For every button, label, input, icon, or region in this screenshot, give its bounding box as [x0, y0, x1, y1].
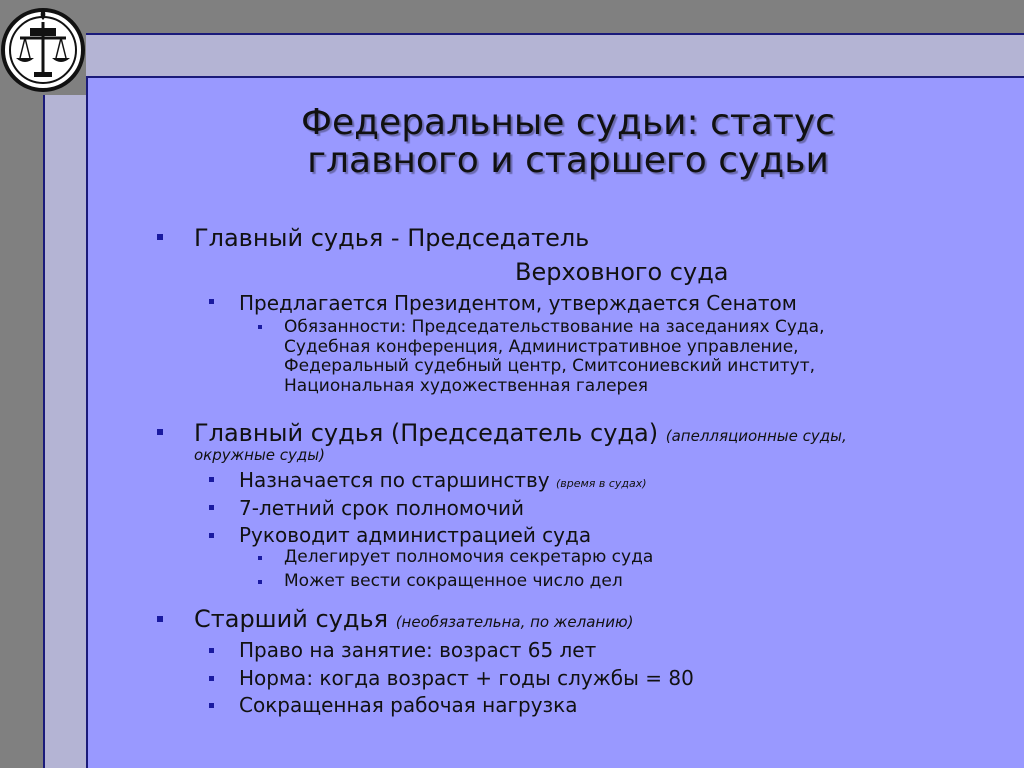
section2-item-3: Руководит администрацией суда — [239, 523, 592, 547]
section2-heading-note: (апелляционные суды, — [665, 427, 847, 445]
section1-detail — [284, 318, 824, 396]
section2-subitem-1: Делегирует полномочия секретарю суда — [284, 547, 654, 567]
slide-title — [188, 104, 948, 180]
section3-item-3: Сокращенная рабочая нагрузка — [239, 693, 578, 717]
section3-heading-note: (необязательна, по желанию) — [395, 613, 634, 631]
section2-item-1 — [239, 468, 647, 492]
bullet-square — [258, 580, 262, 584]
detail-line: Национальная художественная галерея — [284, 375, 649, 396]
bullet-square — [157, 429, 163, 435]
bullet-square — [209, 299, 214, 304]
bullet-square — [209, 505, 214, 510]
bullet-square — [258, 325, 262, 329]
bullet-square — [209, 533, 214, 538]
section3-heading — [194, 605, 633, 633]
section3-item-1: Право на занятие: возраст 65 лет — [239, 638, 597, 662]
section3-item-2: Норма: когда возраст + годы службы = 80 — [239, 666, 694, 690]
section2-heading-note2: окружные суды) — [194, 446, 325, 464]
detail-line: Обязанности: Председательствование на заседаниях Суда, — [284, 317, 825, 337]
section2-item-1-note: (время в судах) — [555, 477, 647, 490]
top-band — [86, 0, 1024, 33]
section1-heading-cont: Верховного суда — [515, 258, 729, 286]
bullet-square — [209, 703, 214, 708]
title-line-2: главного и старшего судьи — [307, 140, 829, 181]
bullet-square — [157, 234, 163, 240]
logo — [0, 0, 86, 95]
section2-subitem-2: Может вести сокращенное число дел — [284, 571, 623, 591]
section1-sub1: Предлагается Президентом, утверждается Сенатом — [239, 291, 797, 315]
section3-heading-text: Старший судья — [194, 605, 389, 633]
detail-line: Федеральный судебный центр, Смитсониевский институт, — [284, 356, 816, 376]
bullet-square — [209, 477, 214, 482]
section2-heading — [194, 419, 847, 447]
section2-heading-text: Главный судья (Председатель суда) — [194, 419, 659, 447]
bullet-square — [157, 616, 163, 622]
section1-heading: Главный судья - Председатель — [194, 224, 590, 252]
bullet-square — [209, 676, 214, 681]
bullet-square — [209, 648, 214, 653]
scales-of-justice-icon — [0, 0, 86, 95]
detail-line: Судебная конференция, Административное управление, — [284, 336, 799, 357]
section2-item-2: 7-летний срок полномочий — [239, 496, 525, 520]
section2-item-1-text: Назначается по старшинству — [239, 468, 550, 492]
bullet-square — [258, 556, 262, 560]
title-line-1: Федеральные судьи: статус — [301, 102, 835, 143]
